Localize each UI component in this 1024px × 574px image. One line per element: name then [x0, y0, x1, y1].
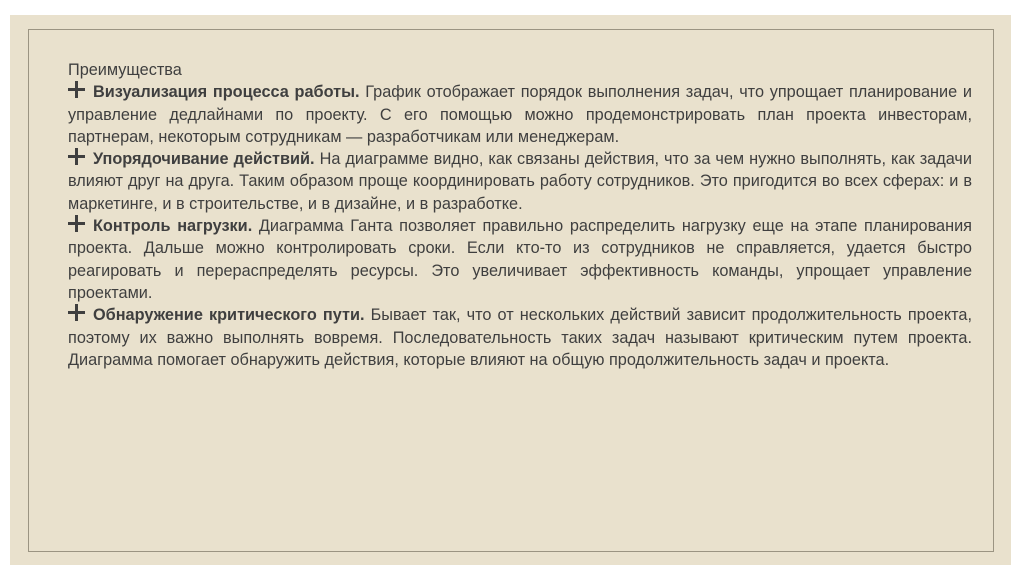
slide: [10, 15, 1011, 565]
advantage-item-load-control: [68, 215, 972, 304]
plus-icon: [68, 215, 85, 232]
plus-icon: [68, 304, 85, 321]
advantage-term: Обнаружение критического пути.: [93, 306, 365, 325]
advantage-item-critical-path: [68, 304, 972, 371]
advantage-term: Упорядочивание действий.: [93, 150, 315, 169]
plus-icon: [68, 81, 85, 98]
advantage-text: Диаграмма Ганта позволяет правильно распределить нагрузку еще на этапе планирования проекта. Дальше можно контролировать сроки. Если кто-то из сотрудников не справляется, удается быстро реагировать и перераспределять ресурсы. Это увеличивает эффективность команды, упрощает управление проектами.: [68, 217, 972, 302]
plus-icon: [68, 148, 85, 165]
advantage-text: На диаграмме видно, как связаны действия, что за чем нужно выполнять, как задачи влияют друг на друга. Таким образом проще координировать работу сотрудников. Это пригодится во всех сферах: и в маркетинге, и в строительстве, и в дизайне, и в разработке.: [68, 150, 972, 213]
advantage-item-visualization: [68, 81, 972, 148]
slide-content: [68, 59, 972, 371]
advantage-item-ordering: [68, 148, 972, 215]
advantage-term: Контроль нагрузки.: [93, 217, 253, 236]
advantage-text: Бывает так, что от нескольких действий зависит продолжительность проекта, поэтому их важно выполнять вовремя. Последовательность таких задач называют критическим путем проекта. Диаграмма помогает обнаружить действия, которые влияют на общую продолжительность задач и проекта.: [68, 306, 973, 369]
advantage-text: График отображает порядок выполнения задач, что упрощает планирование и управление дедлайнами по проекту. С его помощью можно продемонстрировать план проекта инвесторам, партнерам, некоторым сотрудникам — разработчикам или менеджерам.: [68, 83, 972, 146]
advantage-term: Визуализация процесса работы.: [93, 83, 360, 102]
heading: Преимущества: [68, 61, 182, 79]
